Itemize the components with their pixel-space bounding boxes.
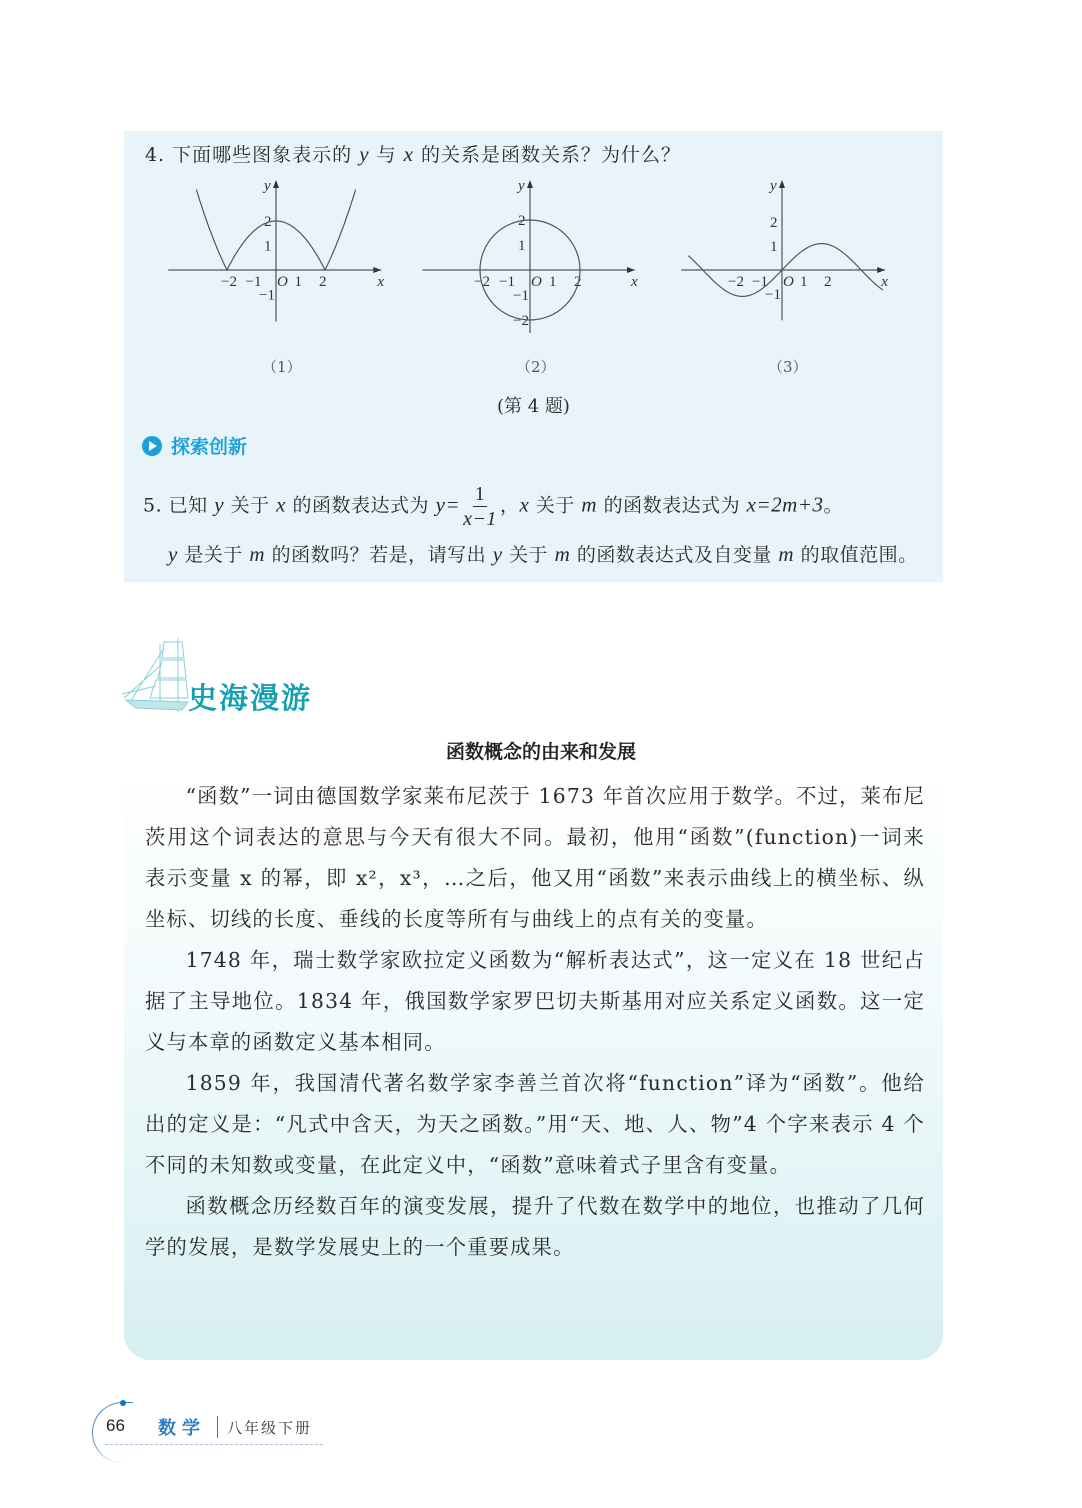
- y-tick-label: 1: [518, 238, 526, 254]
- sailing-ship-icon: [120, 636, 190, 716]
- x-tick-label: −2: [474, 274, 490, 290]
- y-tick-label: 1: [264, 238, 272, 255]
- figure-caption: (第 4 题): [497, 396, 570, 417]
- x-axis-arrow: [627, 267, 635, 273]
- y-tick-label: −1: [765, 287, 781, 303]
- x-tick-label: O: [277, 274, 288, 290]
- y-tick-label: 2: [770, 215, 778, 231]
- y-axis-label: y: [264, 178, 271, 194]
- x-tick-label: O: [783, 274, 794, 290]
- x-tick-label: 1: [800, 274, 808, 290]
- footer-separator: [217, 1416, 218, 1438]
- x-tick-label: −2: [221, 274, 237, 290]
- y-tick-label: 2: [264, 214, 272, 230]
- footer-dashed-line: [105, 1444, 323, 1445]
- x-axis-label: x: [881, 274, 888, 290]
- y-axis-arrow: [779, 180, 785, 188]
- y-axis-label: y: [770, 178, 777, 194]
- exercise-4-graphs: [0, 0, 1082, 340]
- graph-3-label: （3）: [768, 358, 808, 376]
- exercise-5-line-2: y 是关于 m 的函数吗？若是，请写出 y 关于 m 的函数表达式及自变量 m 的取值范围。: [168, 542, 918, 566]
- x-tick-label: −1: [245, 274, 262, 290]
- y-tick-label: 2: [518, 213, 526, 229]
- x-axis-label: x: [377, 274, 385, 290]
- essay-paragraph: 1859 年，我国清代著名数学家李善兰首次将“function”译为“函数”。他给出的定义是：“凡式中含天，为天之函数。”用“天、地、人、物”4 个字来表示 4 个不同的未知数或变量，在此定义中，“函数”意味着式子里含有变量。: [145, 1071, 925, 1177]
- x-tick-label: O: [531, 274, 542, 290]
- x-tick-label: −1: [752, 274, 768, 290]
- subject-name: 数学: [158, 1418, 206, 1439]
- x-tick-label: −2: [728, 274, 744, 290]
- x-tick-label: 1: [549, 274, 557, 290]
- play-circle-icon: [142, 436, 162, 456]
- exercise-4-question: 4. 下面哪些图象表示的 y 与 x 的关系是函数关系？为什么？: [145, 142, 682, 166]
- x-tick-label: 2: [574, 274, 582, 290]
- x-tick-label: 2: [824, 274, 832, 290]
- y-axis-label: y: [518, 178, 525, 194]
- graph-2-label: （2）: [516, 358, 556, 376]
- x-tick-label: −1: [499, 274, 515, 290]
- history-banner-title: 史海漫游: [188, 681, 313, 715]
- y-tick-label: 1: [770, 239, 778, 255]
- y-tick-label: −1: [259, 287, 275, 304]
- essay-body: [145, 776, 925, 1268]
- y-tick-label: −2: [513, 313, 529, 329]
- y-axis-arrow: [273, 180, 279, 188]
- essay-title: 函数概念的由来和发展: [445, 741, 636, 763]
- exercise-5-line-1: 5. 已知 y 关于 x 的函数表达式为 y= $\frac{1}{x-1}$ ，x 关于 m 的函数表达式为 x=2m+3。: [143, 483, 843, 530]
- grade-label: 八年级下册: [227, 1419, 313, 1437]
- y-tick-label: −1: [513, 288, 529, 304]
- x-axis-arrow: [877, 267, 885, 273]
- x-axis-arrow: [373, 267, 381, 273]
- essay-paragraph: “函数”一词由德国数学家莱布尼茨于 1673 年首次应用于数学。不过，莱布尼茨用这个词表达的意思与今天有很大不同。最初，他用“函数”(function)一词来表示变量 x 的幂，即 x²，x³，…之后，他又用“函数”来表示曲线上的横坐标、纵坐标、切线的长度、垂线的长度等所有与曲线上的点有关的变量。: [145, 784, 925, 931]
- page-number: 66: [106, 1416, 125, 1435]
- y-axis-arrow: [527, 180, 533, 188]
- fraction: $\frac{1}{x-1}$: [463, 483, 497, 530]
- footer-dot-decoration: [120, 1400, 126, 1406]
- essay-paragraph: 函数概念历经数百年的演变发展，提升了代数在数学中的地位，也推动了几何学的发展，是数学发展史上的一个重要成果。: [145, 1194, 925, 1259]
- explore-heading: 探索创新: [142, 432, 247, 459]
- x-tick-label: 1: [294, 274, 302, 290]
- graph-1-label: （1）: [262, 358, 302, 376]
- x-tick-label: 2: [319, 274, 327, 290]
- essay-paragraph: 1748 年，瑞士数学家欧拉定义函数为“解析表达式”，这一定义在 18 世纪占据了主导地位。1834 年，俄国数学家罗巴切夫斯基用对应关系定义函数。这一定义与本章的函数定义基本相同。: [145, 948, 925, 1054]
- x-axis-label: x: [631, 274, 638, 290]
